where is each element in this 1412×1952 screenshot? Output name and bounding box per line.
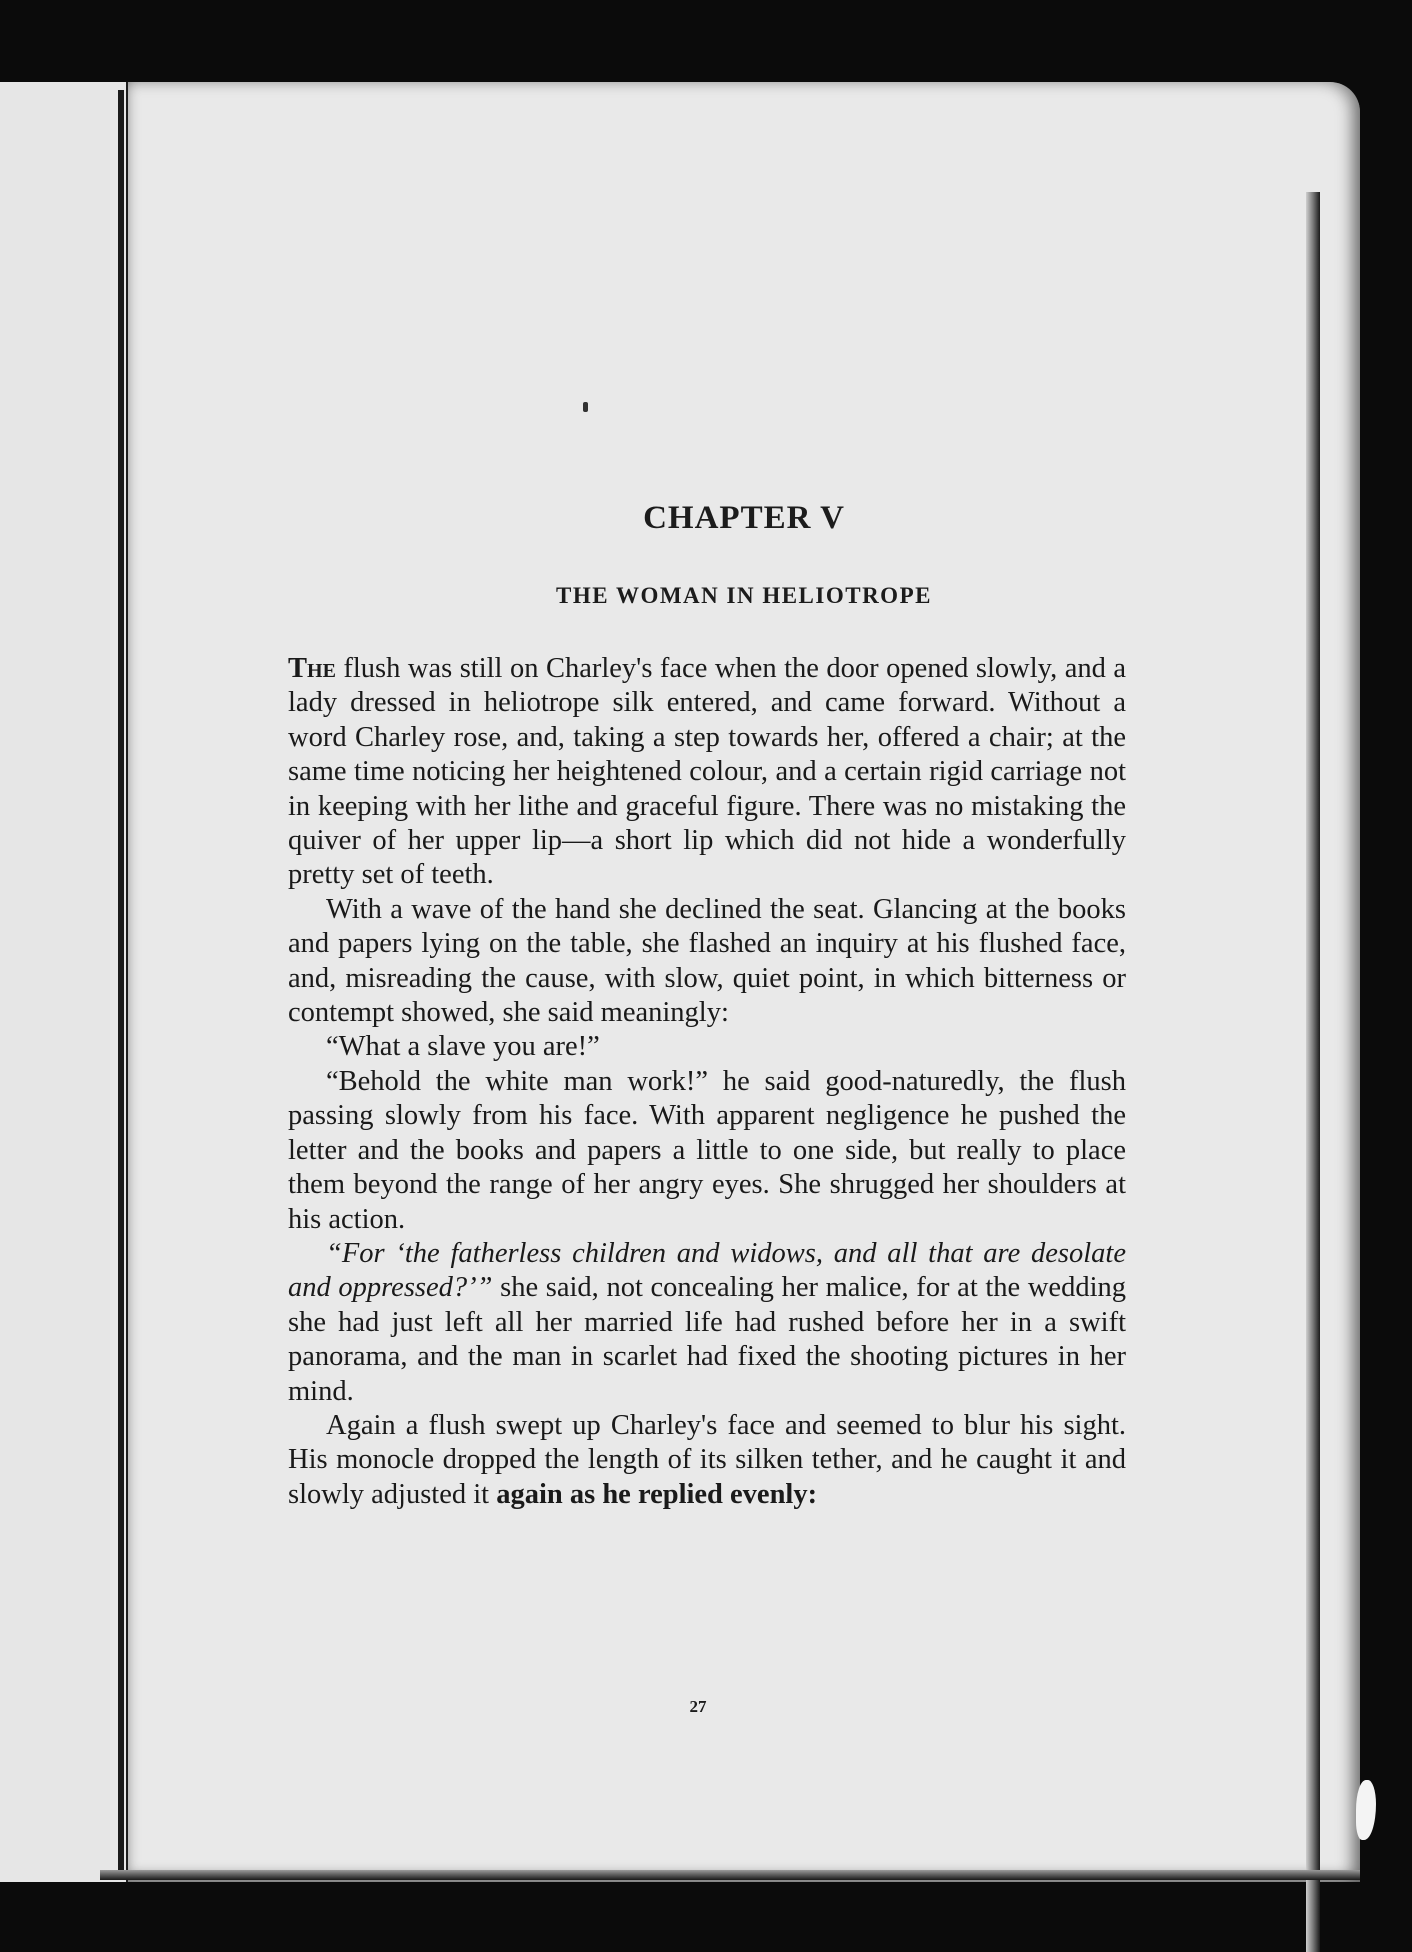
paragraph: “Behold the white man work!” he said good-naturedly, the flush passing slowly from his face. With apparent negligence he pushed the letter and the books and papers a little to one side, but really to place them beyond the range of her angry eyes. She shrugged her shoulders at his action. [288, 1065, 1126, 1235]
page-number: 27 [689, 1697, 707, 1716]
paragraph [288, 1409, 1126, 1512]
opening-word: The [288, 653, 336, 684]
closing-line: again as he replied evenly: [496, 1478, 818, 1510]
paragraph: With a wave of the hand she declined the seat. Glancing at the books and papers lying on the table, she flashed an inquiry at his flushed face, and, misreading the cause, with slow, quiet point, in which bitterness or contempt showed, she said meaningly: [288, 893, 1126, 1029]
book-spine [118, 90, 124, 1880]
page-fore-edge [1306, 192, 1320, 1952]
chapter-body [288, 652, 1126, 1512]
paragraph: “What a slave you are!” [326, 1031, 600, 1063]
scripture-quote: “For ‘the fatherless children and widows, and all that are desolate and oppressed?’” [288, 1237, 1126, 1304]
page-bottom-edge [100, 1870, 1360, 1880]
paragraph-text: she said, not concealing her malice, for at the wedding she had just left all her married life had rushed before her in a swift panorama, and the man in scarlet had fixed the shooting pictures in her mind. [288, 1272, 1126, 1407]
page-damage-mark [1356, 1780, 1376, 1840]
paragraph [288, 1237, 1126, 1409]
left-page-edge [0, 82, 130, 1882]
paragraph [288, 652, 1126, 893]
paragraph-text: flush was still on Charley's face when the door opened slowly, and a lady dressed in heliotrope silk entered, and came forward. Without a word Charley rose, and, taking a step towards her, offered a chair; at the same time noticing her heightened colour, and a certain rigid carriage not in keeping with her lithe and graceful figure. There was no mistaking the quiver of her upper lip—a short lip which did not hide a wonderfully pretty set of teeth. [288, 653, 1126, 891]
chapter-title: CHAPTER V [643, 500, 845, 536]
chapter-subtitle: THE WOMAN IN HELIOTROPE [556, 583, 932, 608]
paragraph-text: Again a flush swept up Charley's face and seemed to blur his sight. His monocle dropped the length of its silken tether, and he caught it and slowly adjusted it [288, 1409, 1126, 1510]
ink-mark [583, 402, 588, 412]
